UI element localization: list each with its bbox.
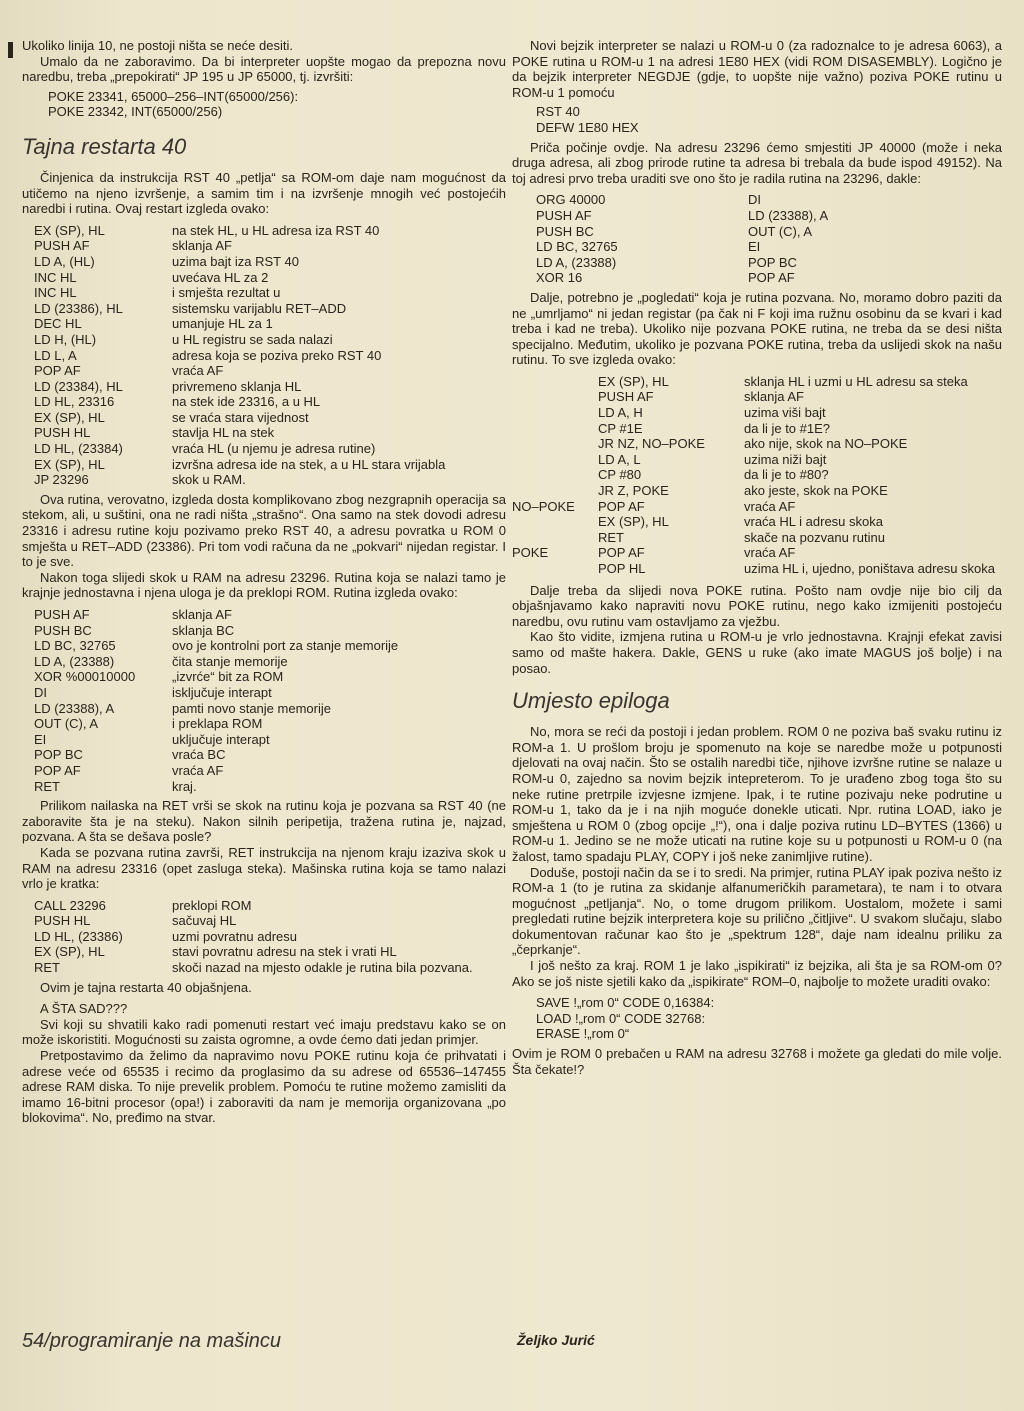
- code-row: [512, 499, 1002, 515]
- code-comment: skače na pozvanu rutinu: [744, 529, 885, 545]
- paragraph: Ova rutina, verovatno, izgleda dosta komplikovano zbog nezgrapnih operacija sa stekom, ali, u suštini, ona ne radi ništa „strašno“. Ona samo na stek dovodi adresu 23316 i adresu rutine koju pozivamo preko RST 40, a adresu povratka u ROM 0 smješta u RET–ADD (23386). Pri tom vodi računa da ne „pokvari“ nijedan registar. I to je sve.: [22, 491, 506, 570]
- code-row: [34, 638, 506, 654]
- code-comment: vraća HL i adresu skoka: [744, 514, 883, 530]
- code-comment: da li je to #80?: [744, 467, 829, 483]
- code-comment: „izvrće“ bit za ROM: [172, 669, 284, 685]
- code-row: [34, 441, 506, 457]
- code-label: NO–POKE: [512, 498, 575, 514]
- code-comment: privremeno sklanja HL: [172, 378, 302, 394]
- code-line: SAVE !„rom 0“ CODE 0,16384:: [536, 995, 715, 1011]
- code-row: [512, 467, 1002, 483]
- code-row: [512, 405, 1002, 421]
- code-row: [512, 530, 1002, 546]
- paragraph: Svi koji su shvatili kako radi pomenuti restart već imaju predstavu kako se on može iskoristiti. Mogućnosti su zaista ogromne, a ovde ćemo dati jedan primjer.: [22, 1016, 506, 1048]
- code-comment: vraća AF: [744, 498, 796, 514]
- right-column: [512, 38, 1002, 1077]
- code-comment: čita stanje memorije: [172, 653, 288, 669]
- code-row: [512, 514, 1002, 530]
- code-instruction: POP AF: [34, 762, 81, 778]
- code-comment: OUT (C), A: [748, 223, 813, 239]
- code-instruction: LD HL, (23384): [34, 441, 123, 457]
- code-comment: adresa koja se poziva preko RST 40: [172, 347, 382, 363]
- paragraph: No, mora se reći da postoji i jedan problem. ROM 0 ne poziva baš svaku rutinu iz ROM-a 1. U prošlom broju je spomenuto na koje se naredbe može u potpunosti djelovati na ovaj način. Što se ostalih naredbi tiče, njihove izvršne rutine se nalaze u ROM-u 0, zajedno sa novim bejzik intepreterom. To je urađeno zbog toga što su neke rutine pretrpile izvjesne izmjene. Ipak, i te rutine pozivaju neke podrutine u ROM-u 1, tako da je i na njih moguće donekle uticati. Npr. rutina LOAD, iako je smještena u ROM 0 (zbog opcije „!“), ona i dalje poziva rutinu LD–BYTES (1366) u ROM-u 1. Jedino se ne može uticati na rutine koje su u potpunosti u ROM-u 0 (na žalost, tamo spadaju PLAY, COPY i još neke zanimljive rutine).: [512, 724, 1002, 864]
- code-label: [512, 530, 598, 546]
- code-block: [512, 374, 1002, 577]
- code-row: [34, 701, 506, 717]
- code-instruction: EX (SP), HL: [34, 222, 105, 238]
- code-block: [512, 104, 1002, 135]
- code-instruction: PUSH AF: [598, 389, 654, 405]
- paragraph: Ovim je tajna restarta 40 objašnjena.: [40, 979, 252, 995]
- code-instruction: PUSH HL: [34, 913, 91, 929]
- paragraph: Pretpostavimo da želimo da napravimo novu POKE rutinu koja će prihvatati i adrese veće od 65535 i recimo da proglasimo da su adrese od 65536–147455 adrese RAM diska. To nije prevelik problem. Pomoću te rutine možemo zamisliti da imamo 16-bitni procesor (opa!) i zaboraviti da nam je memorija organizovana „po blokovima“. No, pređimo na stvar.: [22, 1048, 506, 1126]
- code-comment: i smješta rezultat u: [172, 285, 281, 301]
- code-instruction: LD (23388), A: [34, 700, 115, 716]
- code-row: [34, 394, 506, 410]
- code-comment: na stek HL, u HL adresa iza RST 40: [172, 222, 380, 238]
- code-comment: uzmi povratnu adresu: [172, 928, 298, 944]
- author-signature: Željko Jurić: [517, 1332, 595, 1348]
- code-comment: vraća AF: [744, 545, 796, 561]
- code-row: [34, 379, 506, 395]
- code-instruction: JR Z, POKE: [598, 483, 669, 499]
- code-label: [512, 421, 598, 437]
- code-block: [22, 607, 506, 794]
- code-row: [34, 285, 506, 301]
- paragraph: Kada se pozvana rutina završi, RET instrukcija na njenom kraju izaziva skok u RAM na adresu 23316 (opet zasluga steka). Mašinska rutina koja se tamo nalazi vrlo je kratka:: [22, 844, 506, 892]
- code-label: [512, 483, 598, 499]
- code-comment: preklopi ROM: [172, 897, 252, 913]
- code-row: [34, 669, 506, 685]
- code-comment: uzima HL i, ujedno, poništava adresu skoka: [744, 561, 995, 576]
- code-comment: pamti novo stanje memorije: [172, 700, 331, 716]
- code-instruction: PUSH AF: [34, 238, 90, 254]
- code-label: [512, 561, 598, 577]
- code-instruction: OUT (C), A: [34, 716, 99, 732]
- code-comment: umanjuje HL za 1: [172, 316, 273, 332]
- code-instruction: POP AF: [598, 545, 645, 561]
- code-label: [512, 514, 598, 530]
- paragraph: Nakon toga slijedi skok u RAM na adresu 23296. Rutina koja se nalazi tamo je krajnje jednostavna i njena uloga je da preklopi ROM. Rutina izgleda ovako:: [22, 569, 506, 601]
- code-row: [512, 389, 1002, 405]
- code-instruction: PUSH AF: [536, 207, 592, 223]
- code-label: POKE: [512, 545, 549, 561]
- code-instruction: LD A, (HL): [34, 253, 95, 269]
- code-instruction: RET: [34, 778, 60, 794]
- code-comment: skok u RAM.: [172, 472, 246, 488]
- code-comment: vraća HL (u njemu je adresa rutine): [172, 441, 376, 457]
- code-row: [34, 929, 506, 945]
- code-comment: vraća AF: [172, 363, 224, 379]
- code-instruction: POP BC: [34, 747, 83, 763]
- code-comment: stavlja HL na stek: [172, 425, 275, 441]
- code-instruction: ORG 40000: [536, 192, 606, 208]
- code-row: [536, 224, 1002, 240]
- code-label: [512, 436, 598, 452]
- code-row: [34, 348, 506, 364]
- code-instruction: LD (23386), HL: [34, 300, 123, 316]
- paragraph: Umalo da ne zaboravimo. Da bi interpreter uopšte mogao da prepozna novu naredbu, treba „prepokirati“ JP 195 u JP 65000, tj. izvršiti:: [22, 53, 506, 85]
- code-instruction: CALL 23296: [34, 897, 106, 913]
- paragraph: Dalje, potrebno je „pogledati“ koja je rutina pozvana. No, moramo dobro paziti da ne „umrljamo“ ni jedan registar (pa čak ni F koji ima ružnu osobinu da se kvari i kad treba i kad ne treba). Ukoliko nije pozvana POKE rutina, ne treba da se desi ništa specijalno. Međutim, ukoliko je pozvana POKE rutina, treba da uslijedi skok na našu rutinu. To sve izgleda ovako:: [512, 289, 1002, 368]
- code-comment: uključuje interapt: [172, 731, 270, 747]
- code-comment: isključuje interapt: [172, 684, 272, 700]
- code-comment: skoči nazad na mjesto odakle je rutina bila pozvana.: [172, 960, 473, 976]
- code-row: [34, 685, 506, 701]
- code-instruction: POP AF: [598, 498, 645, 514]
- code-row: [34, 747, 506, 763]
- code-instruction: LD A, L: [598, 451, 641, 467]
- code-instruction: DEC HL: [34, 316, 82, 332]
- code-instruction: PUSH AF: [34, 607, 90, 622]
- code-row: [512, 374, 1002, 390]
- code-instruction: LD A, (23388): [34, 653, 115, 669]
- code-instruction: CP #1E: [598, 420, 643, 436]
- code-comment: u HL registru se sada nalazi: [172, 331, 333, 347]
- code-block: [22, 223, 506, 488]
- code-instruction: LD A, H: [598, 405, 643, 421]
- code-block: [512, 192, 1002, 286]
- code-comment: sklanja BC: [172, 622, 235, 638]
- code-comment: POP BC: [748, 254, 797, 270]
- code-row: [34, 960, 506, 976]
- code-row: [34, 913, 506, 929]
- code-comment: sklanja AF: [744, 389, 804, 405]
- code-comment: POP AF: [748, 270, 795, 286]
- column-marker: [8, 42, 13, 58]
- code-comment: DI: [748, 192, 761, 208]
- code-row: [34, 779, 506, 795]
- code-instruction: EX (SP), HL: [34, 944, 105, 960]
- code-instruction: RET: [34, 960, 60, 976]
- code-instruction: POP HL: [598, 561, 646, 576]
- code-row: [536, 239, 1002, 255]
- section-heading: Tajna restarta 40: [22, 133, 187, 159]
- code-instruction: LD L, A: [34, 347, 77, 363]
- code-instruction: DI: [34, 684, 47, 700]
- page-footer-label: 54/programiranje na mašincu: [22, 1330, 282, 1352]
- code-label: [512, 452, 598, 468]
- paragraph: Ukoliko linija 10, ne postoji ništa se neće desiti.: [22, 38, 293, 53]
- paragraph: Novi bejzik interpreter se nalazi u ROM-u 0 (za radoznalce to je adresa 6063), a POKE rutina u ROM-u 1 na adresi 1E80 HEX (vidi ROM DISASEMBLY). Logično je da bejzik interpreter NEGDJE (gdje, to uopšte nije važno) poziva POKE rutinu u ROM-u 1 pomoću: [512, 38, 1002, 100]
- code-row: [34, 425, 506, 441]
- code-instruction: PUSH BC: [34, 622, 92, 638]
- code-instruction: EX (SP), HL: [598, 373, 669, 389]
- code-instruction: XOR 16: [536, 270, 583, 286]
- code-line: POKE 23341, 65000–256–INT(65000/256):: [48, 88, 299, 104]
- paragraph: Priča počinje ovdje. Na adresu 23296 ćemo smjestiti JP 40000 (može i neka druga adresa, ali zbog prirode rutine ta adresa bi trebala da bude ispod 49152). Na toj adresi prvo treba uraditi sve ono što je radila rutina na 23296, dakle:: [512, 139, 1002, 186]
- code-row: [536, 270, 1002, 286]
- code-instruction: POP AF: [34, 363, 81, 379]
- code-label: [512, 405, 598, 421]
- code-line: DEFW 1E80 HEX: [536, 119, 639, 135]
- code-instruction: RET: [598, 529, 624, 545]
- paragraph: I još nešto za kraj. ROM 1 je lako „ispikirati“ iz bejzika, ali šta je sa ROM-om 0? Ako se još niste sjetili kako da „ispikirate“ ROM–0, najbolje to možete uraditi ovako:: [512, 958, 1002, 989]
- code-row: [34, 457, 506, 473]
- code-instruction: EX (SP), HL: [34, 456, 105, 472]
- code-comment: se vraća stara vijednost: [172, 409, 309, 425]
- paragraph: Prilikom nailaska na RET vrši se skok na rutinu koja je pozvana sa RST 40 (ne zaboravite šta je na steku). Nakon silnih peripetija, tražena rutina je, najzad, pozvana. A šta se dešava posle?: [22, 798, 506, 845]
- code-comment: sklanja HL i uzmi u HL adresu sa steka: [744, 373, 968, 389]
- code-comment: LD (23388), A: [748, 207, 829, 223]
- paragraph: Činjenica da instrukcija RST 40 „petlja“ sa ROM-om daje nam mogućnost da utičemo na njeno izvršenje, a samim tim i na izvršenje mnogih već postojećih naredbi i rutina. Ovaj restart izgleda ovako:: [22, 169, 506, 217]
- code-instruction: CP #80: [598, 467, 642, 483]
- code-comment: na stek ide 23316, a u HL: [172, 394, 321, 410]
- code-row: [34, 763, 506, 779]
- code-row: [536, 192, 1002, 208]
- code-row: [34, 238, 506, 254]
- code-instruction: LD H, (HL): [34, 331, 97, 347]
- code-row: [512, 483, 1002, 499]
- code-line: LOAD !„rom 0“ CODE 32768:: [536, 1010, 706, 1026]
- code-instruction: LD (23384), HL: [34, 378, 123, 394]
- code-instruction: XOR %00010000: [34, 669, 136, 685]
- code-comment: uzima niži bajt: [744, 451, 827, 467]
- left-column: [22, 38, 506, 1126]
- code-comment: sklanja AF: [172, 238, 232, 254]
- code-instruction: EI: [34, 731, 47, 747]
- code-row: [512, 545, 1002, 561]
- paragraph: Ovim je ROM 0 prebačen u RAM na adresu 32768 i možete ga gledati do mile volje. Šta čekate!?: [512, 1046, 1002, 1077]
- code-row: [34, 944, 506, 960]
- code-row: [34, 410, 506, 426]
- code-comment: EI: [748, 239, 761, 255]
- code-block: [22, 898, 506, 976]
- code-line: POKE 23342, INT(65000/256): [48, 104, 223, 120]
- code-row: [512, 561, 1002, 577]
- code-instruction: LD HL, (23386): [34, 928, 123, 944]
- code-row: [34, 316, 506, 332]
- code-instruction: LD HL, 23316: [34, 394, 115, 410]
- code-instruction: EX (SP), HL: [598, 514, 669, 530]
- code-line: RST 40: [536, 104, 580, 120]
- code-row: [34, 223, 506, 239]
- code-label: [512, 389, 598, 405]
- code-label: [512, 467, 598, 483]
- code-row: [34, 270, 506, 286]
- code-row: [34, 607, 506, 623]
- code-comment: i preklapa ROM: [172, 716, 263, 732]
- code-instruction: INC HL: [34, 285, 77, 301]
- code-instruction: JP 23296: [34, 472, 89, 488]
- code-comment: da li je to #1E?: [744, 420, 831, 436]
- code-comment: vraća AF: [172, 762, 224, 778]
- paragraph: A ŠTA SAD???: [40, 1001, 128, 1017]
- code-row: [34, 654, 506, 670]
- code-row: [34, 332, 506, 348]
- code-row: [34, 898, 506, 914]
- code-instruction: EX (SP), HL: [34, 409, 105, 425]
- code-comment: ako nije, skok na NO–POKE: [744, 436, 908, 452]
- code-comment: kraj.: [172, 778, 197, 794]
- code-comment: izvršna adresa ide na stek, a u HL stara vrijabla: [172, 456, 446, 472]
- code-comment: vraća BC: [172, 747, 226, 763]
- code-comment: ako jeste, skok na POKE: [744, 483, 888, 499]
- code-instruction: LD A, (23388): [536, 254, 617, 270]
- paragraph: Kao što vidite, izmjena rutina u ROM-u je vrlo jednostavna. Krajnji efekat zavisi samo od mašte hakera. Dakle, GENS u ruke (ako imate MAGUS još bolje) i na posao.: [512, 629, 1002, 676]
- code-comment: sistemsku varijablu RET–ADD: [172, 300, 347, 316]
- code-row: [34, 472, 506, 488]
- code-instruction: LD BC, 32765: [34, 638, 116, 654]
- code-instruction: JR NZ, NO–POKE: [598, 436, 705, 452]
- section-heading: Umjesto epiloga: [512, 688, 670, 714]
- code-row: [536, 208, 1002, 224]
- code-instruction: INC HL: [34, 269, 77, 285]
- code-row: [34, 363, 506, 379]
- code-label: [512, 374, 598, 390]
- code-row: [34, 623, 506, 639]
- code-row: [34, 716, 506, 732]
- code-comment: uvećava HL za 2: [172, 269, 269, 285]
- code-comment: sklanja AF: [172, 607, 232, 622]
- code-instruction: PUSH BC: [536, 223, 594, 239]
- code-comment: stavi povratnu adresu na stek i vrati HL: [172, 944, 397, 960]
- code-block: [22, 89, 506, 120]
- code-comment: sačuvaj HL: [172, 913, 237, 929]
- paragraph: Doduše, postoji način da se i to sredi. Na primjer, rutina PLAY ipak poziva nešto iz ROM-a 1 (to je rutina za skidanje alfanumeričkih parametara), te nam i to otvara mogućnost „petljanja“. No, o tome drugom prilikom. Uostalom, možete i sami pregledati rutine bejzik interpretera koje su prilično „čitljive“. U svakom slučaju, slabo dokumentovan računar kao što je „spektrum 128“, daje nam idealnu priliku za „čeprkanje“.: [512, 864, 1002, 958]
- code-line: ERASE !„rom 0“: [536, 1026, 630, 1042]
- code-row: [34, 254, 506, 270]
- code-row: [34, 732, 506, 748]
- code-row: [512, 436, 1002, 452]
- code-row: [512, 452, 1002, 468]
- code-row: [34, 301, 506, 317]
- code-row: [536, 255, 1002, 271]
- code-comment: uzima bajt iza RST 40: [172, 253, 299, 269]
- code-comment: uzima viši bajt: [744, 405, 826, 421]
- paragraph: Dalje treba da slijedi nova POKE rutina. Pošto nam ovdje nije bio cilj da objašnjavamo kako napraviti novu POKE rutinu, nego kako izmijeniti postojeću naredbu, ovu rutinu vam ostavljamo za vježbu.: [512, 582, 1002, 629]
- code-block: [512, 995, 1002, 1042]
- code-row: [512, 421, 1002, 437]
- code-instruction: LD BC, 32765: [536, 239, 618, 255]
- code-instruction: PUSH HL: [34, 425, 91, 441]
- code-comment: ovo je kontrolni port za stanje memorije: [172, 638, 399, 654]
